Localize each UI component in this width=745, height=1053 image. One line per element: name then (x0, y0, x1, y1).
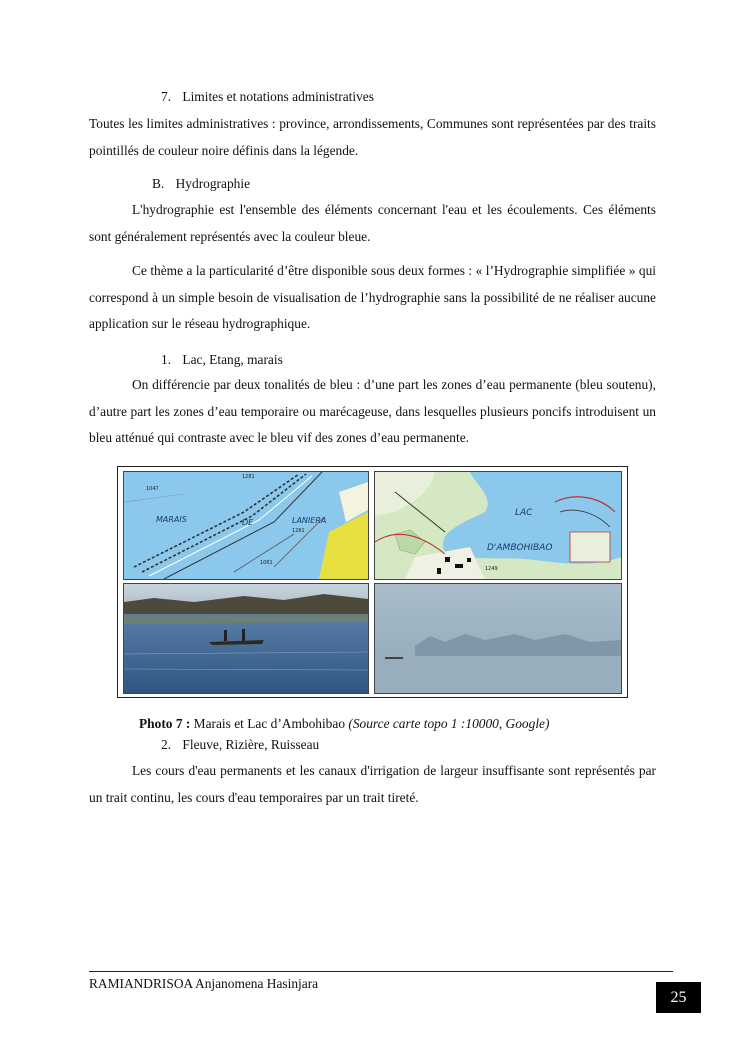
map-spot-height: 1047 (146, 486, 159, 492)
heading-number: 2. (161, 737, 172, 752)
heading-section-2 (161, 737, 319, 753)
paragraph-fleuve: Les cours d'eau permanents et les canaux d'irrigation de largeur insuffisante sont représentés par un trait continu, les cours d'eau temporaires par un trait tireté. (89, 763, 656, 805)
map-lac-image (374, 471, 622, 580)
heading-number: 7. (161, 89, 172, 104)
paragraph-lac: On différencie par deux tonalités de bleu : d’une part les zones d’eau permanente (bleu soutenu), d’autre part les zones d’eau temporaire ou marécageuse, dans lesquelles plusieurs poncifs introduisent un bleu atténué qui contraste avec le bleu vif des zones d’eau permanente. (89, 377, 656, 445)
photo-caption (139, 716, 549, 732)
map-spot-height: 1261 (292, 528, 305, 534)
caption-text: Marais et Lac d’Ambohibao (190, 716, 349, 731)
heading-title: Hydrographie (175, 176, 251, 191)
photo-figure (117, 466, 628, 698)
map-label-laniera: LANIERA (292, 516, 327, 525)
heading-section-1 (161, 352, 283, 368)
heading-title: Lac, Etang, marais (182, 352, 283, 367)
heading-title: Limites et notations administratives (182, 89, 374, 104)
map-label-ambohibao: D'AMBOHIBAO (487, 543, 553, 553)
photo-marais-image (123, 583, 369, 694)
paragraph-limites: Toutes les limites administratives : province, arrondissements, Communes sont représentées par des traits pointillés de couleur noire définis dans la légende. (89, 116, 656, 158)
paragraph-hydrographie-1: L'hydrographie est l'ensemble des éléments concernant l'eau et les écoulements. Ces éléments sont généralement représentés avec la couleur bleue. (89, 202, 656, 244)
map-spot-height: 1061 (260, 560, 273, 566)
map-label-marais: MARAIS (156, 515, 187, 524)
caption-prefix: Photo 7 : (139, 716, 191, 731)
map-label-de: DE (242, 518, 254, 527)
footer-divider (89, 971, 673, 972)
heading-section-7 (161, 89, 374, 105)
map-marais-image (123, 471, 369, 580)
heading-number: B. (152, 176, 165, 191)
map-spot-height: 1281 (242, 474, 255, 480)
map-label-lac: LAC (515, 508, 533, 518)
paragraph-hydrographie-2: Ce thème a la particularité d’être disponible sous deux formes : « l’Hydrographie simplifiée » qui correspond à un simple besoin de visualisation de l’hydrographie sans la possibilité de ne réaliser aucune application sur le réseau hydrographique. (89, 263, 656, 331)
caption-source: (Source carte topo 1 :10000, Google) (348, 716, 550, 731)
heading-number: 1. (161, 352, 172, 367)
footer-author: RAMIANDRISOA Anjanomena Hasinjara (89, 976, 319, 991)
page-number: 25 (656, 982, 701, 1013)
photo-lac-image (374, 583, 622, 694)
map-spot-height: 1249 (485, 566, 498, 572)
heading-section-b (152, 176, 250, 192)
heading-title: Fleuve, Rizière, Ruisseau (182, 737, 320, 752)
